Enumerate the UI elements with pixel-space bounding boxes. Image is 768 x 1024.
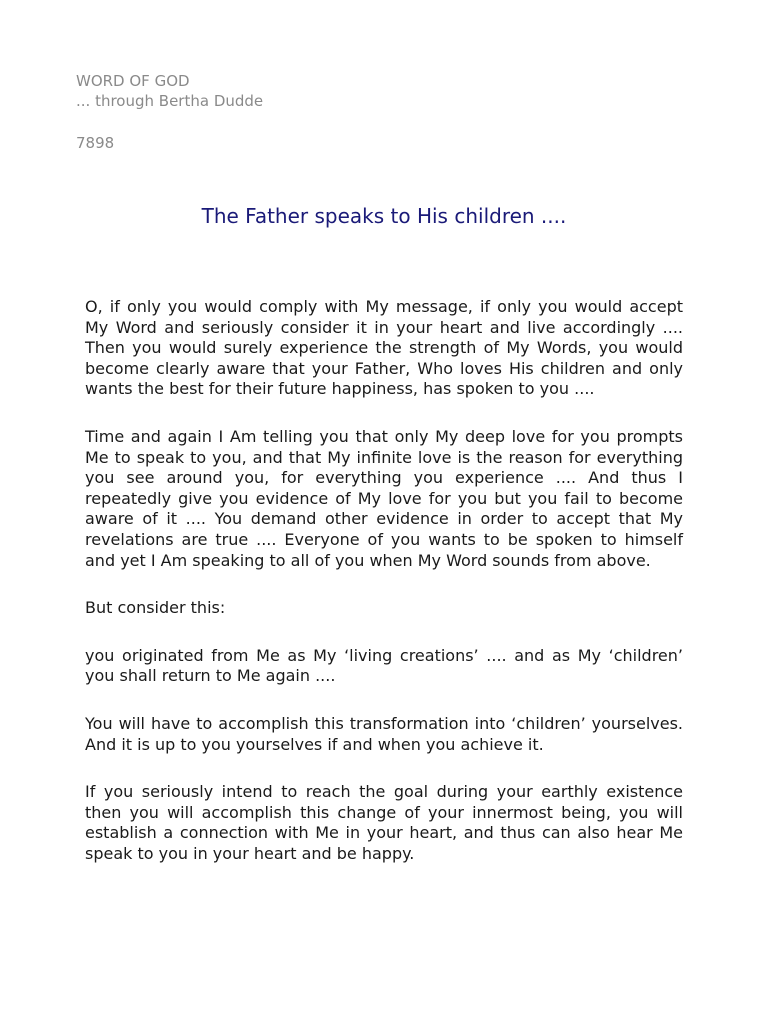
page-title: The Father speaks to His children .... [201, 204, 567, 228]
paragraph-4: you originated from Me as My ‘living creations’ .... and as My ‘children’ you shall return to Me again .... [85, 645, 683, 686]
paragraph-2: Time and again I Am telling you that only My deep love for you prompts Me to speak to you, and that My infinite love is the reason for everything you see around you, for everything you experience .... And thus I repeatedly give you evidence of My love for you but you fail to become aware of it .... You demand other evidence in order to accept that My revelations are true .... Everyone of you wants to be spoken to himself and yet I Am speaking to all of you when My Word sounds from above. [85, 426, 683, 570]
document-number: 7898 [76, 134, 115, 152]
paragraph-1: O, if only you would comply with My message, if only you would accept My Word and seriously consider it in your heart and live accordingly .... Then you would surely experience the strength of My Words, you would become clearly aware that your Father, Who loves His children and only wants the best for their future happiness, has spoken to you .... [85, 297, 683, 399]
paragraph-5: You will have to accomplish this transformation into ‘children’ yourselves. And it is up to you yourselves if and when you achieve it. [85, 713, 683, 754]
source-line: WORD OF GOD [76, 72, 190, 90]
author-line: ... through Bertha Dudde [76, 92, 264, 110]
paragraph-6: If you seriously intend to reach the goal during your earthly existence then you will accomplish this change of your innermost being, you will establish a connection with Me in your heart, and thus can also hear Me speak to you in your heart and be happy. [85, 782, 683, 863]
document-body [85, 297, 683, 891]
document-header [76, 71, 263, 111]
paragraph-3: But consider this: [85, 598, 226, 618]
